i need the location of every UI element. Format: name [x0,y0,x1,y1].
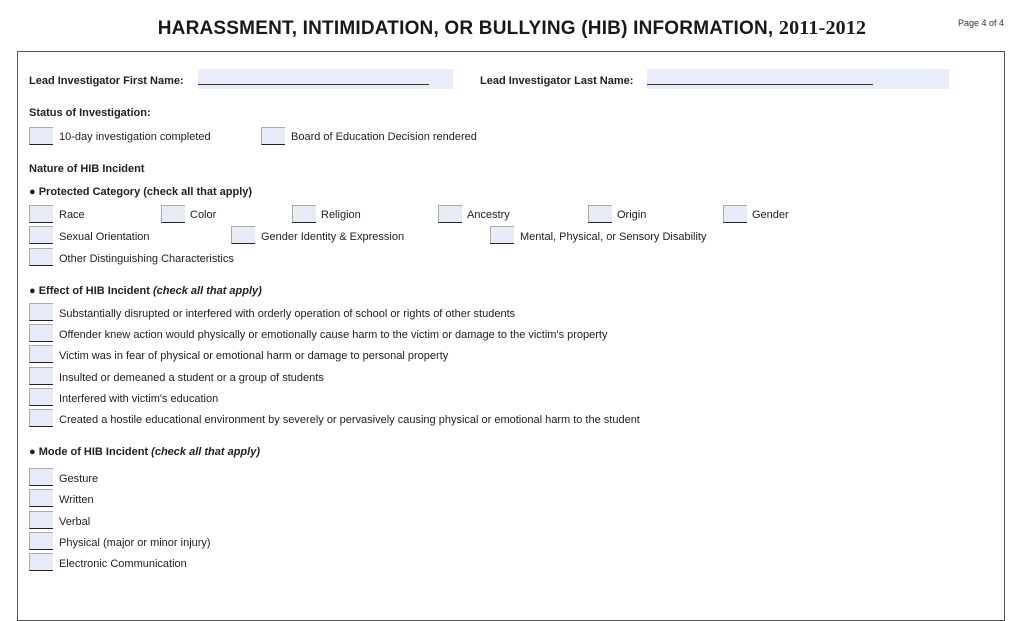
category-checkbox-sexual-orientation[interactable] [29,226,53,244]
protected-category-heading [29,186,252,198]
last-name-input[interactable] [649,70,869,84]
category-checkbox-race[interactable] [29,205,53,223]
effect-option-1: Substantially disrupted or interfered with orderly operation of school or rights of other students [59,308,516,320]
status-checkbox-10day[interactable] [29,127,53,145]
mode-option-verbal: Verbal [59,516,91,528]
effect-option-3: Victim was in fear of physical or emotional harm or damage to personal property [59,350,449,362]
effect-checkbox-5[interactable] [29,388,53,406]
effect-checkbox-3[interactable] [29,345,53,363]
category-checkbox-ancestry[interactable] [438,205,462,223]
form-title-text: HARASSMENT, INTIMIDATION, OR BULLYING (HIB) INFORMATION, [157,18,774,39]
effect-option-6: Created a hostile educational environment by severely or pervasively causing physical or emotional harm to the student [59,414,640,426]
last-name-field[interactable] [647,69,949,89]
mode-checkbox-written[interactable] [29,489,53,507]
effect-heading-text: Effect of HIB Incident [38,285,150,297]
effect-checkbox-2[interactable] [29,324,53,342]
category-label-ancestry: Ancestry [467,209,510,221]
category-checkbox-gender[interactable] [723,205,747,223]
mode-checkbox-electronic[interactable] [29,553,53,571]
form-year: 2011-2012 [778,17,867,39]
category-checkbox-color[interactable] [161,205,185,223]
effect-heading [29,285,262,297]
category-label-religion: Religion [321,209,361,221]
last-name-label: Lead Investigator Last Name: [480,75,634,87]
first-name-field-underline [198,84,429,85]
first-name-input[interactable] [200,70,420,84]
effect-checkbox-4[interactable] [29,367,53,385]
effect-heading-note: (check all that apply) [153,285,262,297]
category-label-origin: Origin [617,209,647,221]
effect-checkbox-1[interactable] [29,303,53,321]
status-heading: Status of Investigation: [29,107,151,119]
status-option-board-decision: Board of Education Decision rendered [291,131,477,143]
effect-checkbox-6[interactable] [29,409,53,427]
bullet-icon: ● [29,186,36,198]
first-name-field[interactable] [198,69,453,89]
category-label-color: Color [190,209,217,221]
mode-heading-note: (check all that apply) [151,446,260,458]
effect-option-5: Interfered with victim's education [59,393,219,405]
category-label-gender: Gender [752,209,789,221]
bullet-icon: ● [29,285,36,297]
bullet-icon: ● [29,446,36,458]
category-checkbox-origin[interactable] [588,205,612,223]
nature-heading: Nature of HIB Incident [29,163,145,175]
mode-option-gesture: Gesture [59,473,99,485]
category-label-sexual-orientation: Sexual Orientation [59,231,150,243]
page-number: Page 4 of 4 [957,18,1004,28]
category-label-gender-identity: Gender Identity & Expression [261,231,405,243]
first-name-label: Lead Investigator First Name: [29,75,184,87]
mode-heading [29,446,260,458]
category-label-disability: Mental, Physical, or Sensory Disability [520,231,707,243]
mode-option-written: Written [59,494,94,506]
category-label-other: Other Distinguishing Characteristics [59,253,234,265]
category-checkbox-disability[interactable] [490,226,514,244]
effect-option-2: Offender knew action would physically or emotionally cause harm to the victim or damage to the victim's property [59,329,608,341]
last-name-field-underline [647,84,873,85]
form-title [0,17,1024,40]
category-checkbox-religion[interactable] [292,205,316,223]
effect-option-4: Insulted or demeaned a student or a group of students [59,372,324,384]
mode-checkbox-verbal[interactable] [29,511,53,529]
status-option-10day: 10-day investigation completed [59,131,211,143]
mode-option-physical: Physical (major or minor injury) [59,537,211,549]
status-checkbox-board-decision[interactable] [261,127,285,145]
category-checkbox-other[interactable] [29,248,53,266]
mode-heading-text: Mode of HIB Incident [38,446,149,458]
protected-category-heading-text: Protected Category (check all that apply) [38,186,253,198]
category-label-race: Race [59,209,85,221]
mode-checkbox-physical[interactable] [29,532,53,550]
mode-option-electronic: Electronic Communication [59,558,187,570]
category-checkbox-gender-identity[interactable] [231,226,255,244]
mode-checkbox-gesture[interactable] [29,468,53,486]
